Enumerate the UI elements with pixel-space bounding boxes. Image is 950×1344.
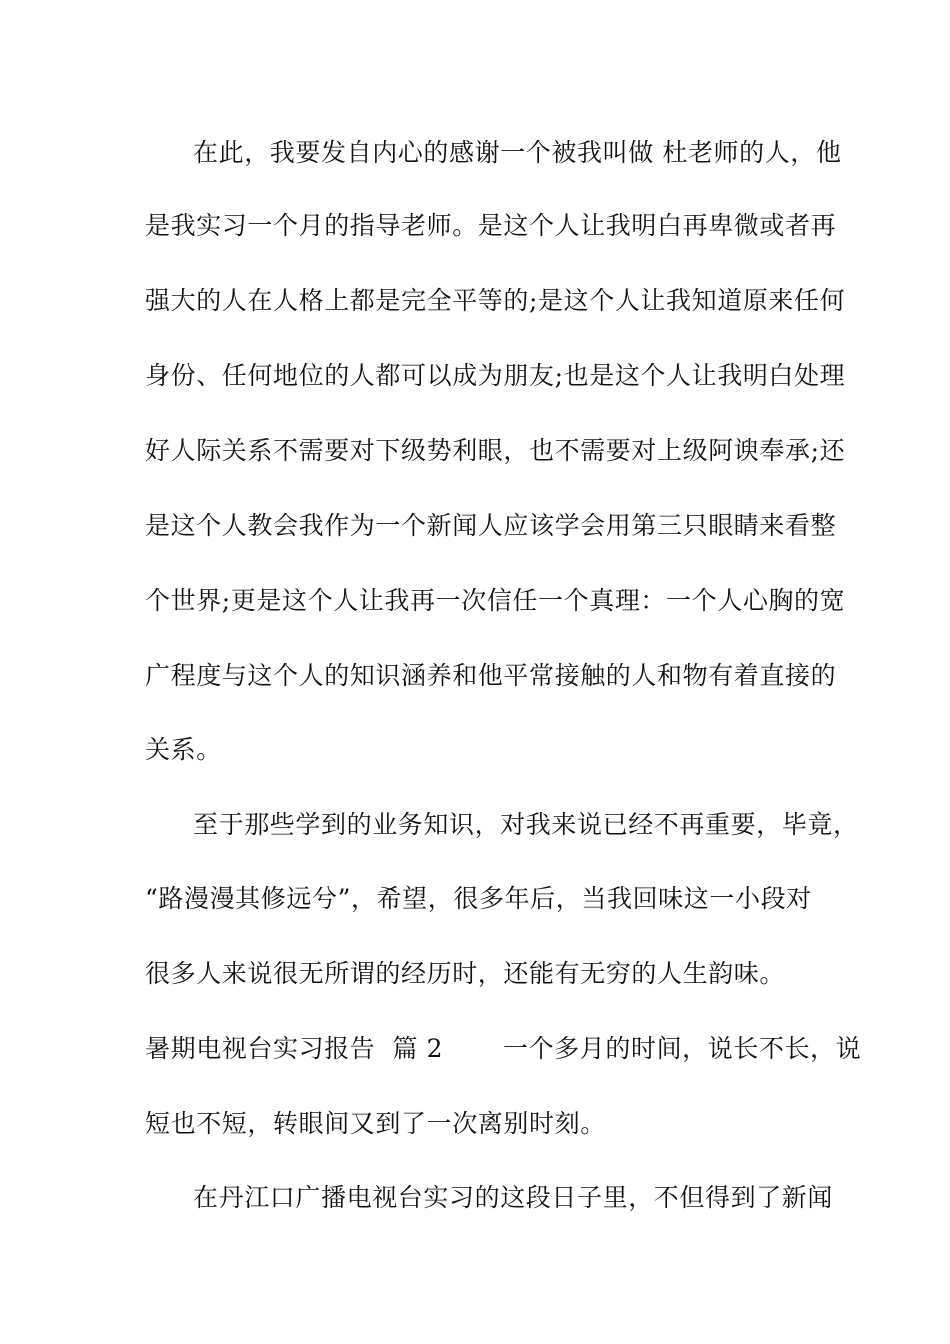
text-line: “路漫漫其修远兮”，希望，很多年后，当我回味这一小段对	[145, 884, 812, 913]
text-line: 关系。	[145, 735, 222, 764]
text-line: 很多人来说很无所谓的经历时，还能有无穷的人生韵味。	[145, 959, 786, 988]
text-line: 是这个人教会我作为一个新闻人应该学会用第三只眼睛来看整	[145, 511, 837, 540]
text-line: 是我实习一个月的指导老师。是这个人让我明白再卑微或者再	[145, 211, 837, 240]
text-line: 强大的人在人格上都是完全平等的;是这个人让我知道原来任何	[145, 286, 846, 315]
section-heading-line: 暑期电视台实习报告 篇 2 一个多月的时间，说长不长，说	[145, 1034, 862, 1063]
text-line: 广程度与这个人的知识涵养和他平常接触的人和物有着直接的	[145, 661, 837, 690]
text-line: 好人际关系不需要对下级势利眼，也不需要对上级阿谀奉承;还	[145, 436, 846, 465]
text-line: 个世界;更是这个人让我再一次信任一个真理：一个人心胸的宽	[145, 586, 846, 615]
text-line: 至于那些学到的业务知识，对我来说已经不再重要，毕竟，	[193, 810, 859, 839]
text-line: 在此，我要发自内心的感谢一个被我叫做 杜老师的人，他	[193, 138, 842, 167]
text-line: 身份、任何地位的人都可以成为朋友;也是这个人让我明白处理	[145, 361, 846, 390]
text-line: 在丹江口广播电视台实习的这段日子里，不但得到了新闻	[193, 1183, 834, 1212]
text-line: 短也不短，转眼间又到了一次离别时刻。	[145, 1109, 606, 1138]
